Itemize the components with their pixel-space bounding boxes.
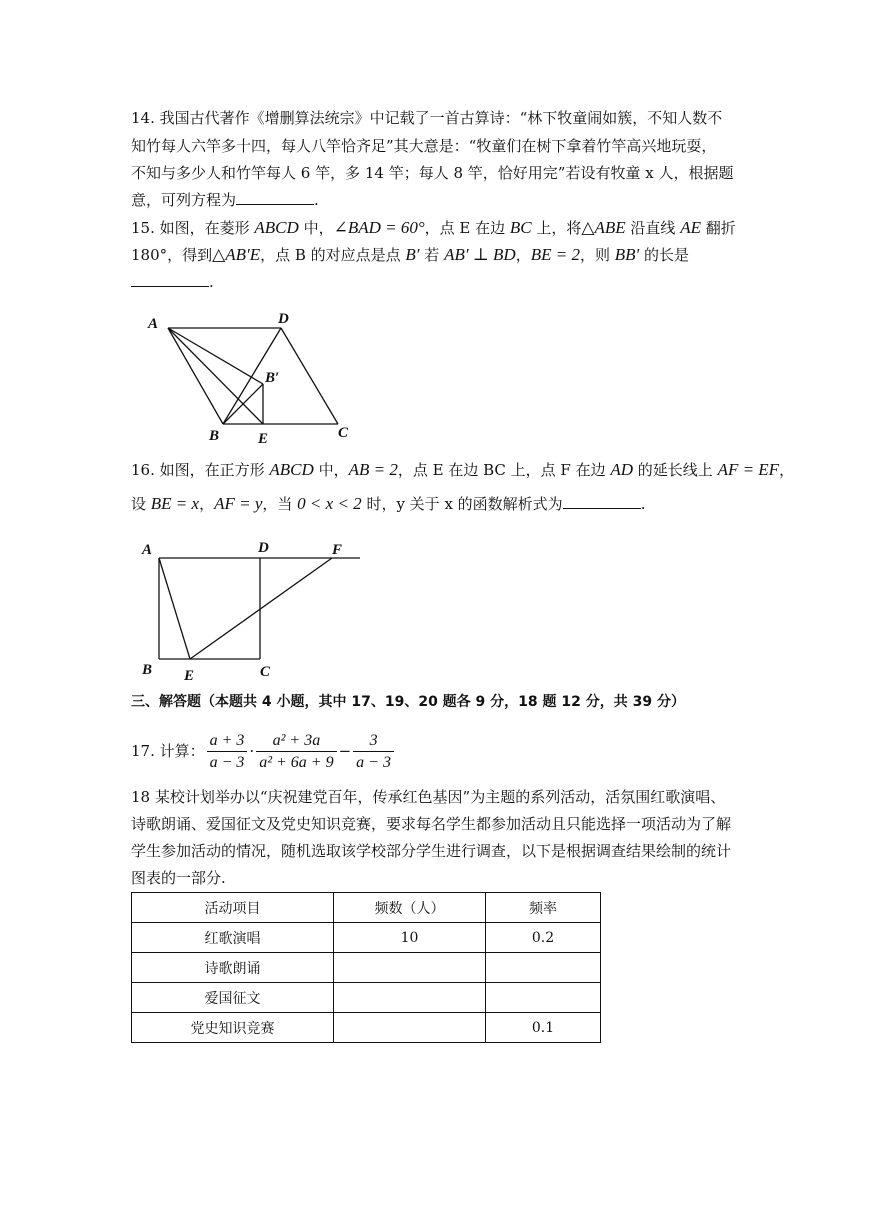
q16-text-b: 中，: [313, 461, 349, 479]
q15-side-bc: BC: [509, 218, 532, 237]
header-frequency-rate: 频率: [486, 893, 601, 923]
q17-f2-numerator: a² + 3a: [256, 730, 336, 752]
q16-range: 0 < x < 2: [297, 494, 362, 513]
cell-rate: 0.1: [486, 1013, 601, 1043]
q17-f3-denominator: a − 3: [356, 753, 391, 771]
q16-period: .: [640, 495, 646, 513]
q17-fraction-1: [207, 730, 248, 773]
label-e: E: [258, 431, 269, 447]
q17-label: 17. 计算：: [131, 742, 205, 760]
label-bp: B′: [265, 370, 280, 386]
cell-activity: 诗歌朗诵: [132, 953, 334, 983]
q16-af-y: AF = y: [214, 494, 263, 513]
q15-period: .: [209, 273, 214, 291]
table-row: [132, 923, 601, 953]
cell-rate: [486, 953, 601, 983]
q14-answer-blank: [236, 190, 314, 205]
q14-period: .: [314, 191, 319, 209]
q15-text-h: ，点 B 的对应点是点: [260, 246, 406, 264]
label-b: B: [142, 662, 153, 678]
q15-line-ae: AE: [680, 218, 701, 237]
q15-rhombus-figure: [140, 302, 370, 448]
q17-f3-numerator: 3: [353, 730, 394, 752]
q14-text: 意，可列方程为: [131, 191, 237, 209]
q18-line-2: 诗歌朗诵、爱国征文及党史知识竞赛，要求每名学生都参加活动且只能选择一项活动为了解: [131, 815, 732, 833]
cell-activity: 党史知识竞赛: [132, 1013, 334, 1043]
q15-point-bp: B′: [405, 245, 420, 264]
q17-fraction-2: [256, 730, 336, 773]
q16-text-c: ，点 E 在边 BC 上，点 F 在边: [397, 461, 611, 479]
q17-f2-denominator: a² + 6a + 9: [259, 753, 334, 771]
label-b: B: [209, 428, 220, 444]
q17-minus: −: [338, 742, 352, 760]
q18-line-3: 学生参加活动的情况，随机选取该学校部分学生进行调查，以下是根据调查结果绘制的统计: [131, 842, 732, 860]
q16-af-ef: AF = EF: [717, 460, 780, 479]
q17-f1-numerator: a + 3: [207, 730, 248, 752]
table-row: [132, 983, 601, 1013]
table-header-row: [132, 893, 601, 923]
q15-text-l: 的长是: [639, 246, 690, 264]
q14-line-3: 不知与多少人和竹竿每人 6 竿，多 14 竿；每人 8 竿，恰好用完”若设有牧童 x 人，根据题: [131, 164, 734, 182]
label-c: C: [338, 425, 349, 441]
q16-answer-blank: [563, 494, 641, 509]
segment-ef: [190, 558, 332, 659]
q16-square-figure: [138, 536, 368, 684]
label-e: E: [184, 668, 195, 684]
q15-text-j: ，: [515, 246, 531, 264]
q16-side-ad: AD: [610, 460, 634, 479]
q15-triangle-abpe: △AB′E: [212, 245, 261, 264]
q16-line-1: [131, 460, 794, 480]
q16-text-g: ，: [199, 495, 215, 513]
table-row: [132, 953, 601, 983]
q18-line-4: 图表的一部分.: [131, 869, 226, 887]
q15-text-d: 上，将: [531, 219, 582, 237]
q15-text-a: 15. 如图，在菱形: [131, 219, 255, 237]
q17-line: [131, 726, 396, 776]
label-c: C: [260, 664, 271, 680]
q16-text-e: ，: [779, 461, 795, 479]
q14-line-4: [131, 190, 319, 210]
q15-text-f: 翻折: [700, 219, 736, 237]
header-activity: 活动项目: [132, 893, 334, 923]
q18-line-1: 18 某校计划举办以“庆祝建党百年，传承红色基因”为主题的系列活动，活氛围红歌演唱、: [131, 788, 726, 806]
q15-text-g: 180°，得到: [131, 246, 213, 264]
q15-angle: ∠BAD = 60°: [333, 218, 425, 237]
q16-line-2: [131, 494, 645, 514]
q15-text-c: ，点 E 在边: [424, 219, 510, 237]
q15-segment-bbp: BB′: [614, 245, 640, 264]
q15-rhombus-name: ABCD: [254, 218, 299, 237]
q14-line-2: 知竹每人六竿多十四，每人八竿恰齐足”其大意是：“牧童们在树下拿着竹竿高兴地玩耍，: [131, 137, 717, 155]
q15-text-e: 沿直线: [625, 219, 681, 237]
q15-line-2: [131, 245, 689, 265]
q16-square-name: ABCD: [269, 460, 314, 479]
cell-count: [334, 1013, 486, 1043]
q15-be-value: BE = 2: [530, 245, 580, 264]
q15-perp-condition: AB′ ⊥ BD: [444, 245, 516, 264]
label-a: A: [142, 542, 153, 558]
q17-fraction-3: [353, 730, 394, 773]
q16-text-a: 16. 如图，在正方形: [131, 461, 270, 479]
q18-statistics-table: [131, 892, 601, 1043]
q17-f1-denominator: a − 3: [209, 753, 245, 771]
q15-triangle-abe: △ABE: [581, 218, 626, 237]
cell-activity: 爱国征文: [132, 983, 334, 1013]
q15-line-3: [131, 272, 214, 292]
label-d: D: [258, 540, 269, 556]
label-a: A: [148, 316, 159, 332]
q16-text-f: 设: [131, 495, 151, 513]
cell-rate: [486, 983, 601, 1013]
label-d: D: [278, 311, 289, 327]
section-3-heading: 三、解答题（本题共 4 小题，其中 17、19、20 题各 9 分，18 题 12 分，共 39 分）: [131, 694, 685, 710]
segment-dc: [281, 328, 338, 424]
segment-ae: [159, 558, 190, 659]
q15-line-1: [131, 218, 736, 238]
label-f: F: [332, 542, 343, 558]
header-frequency-count: 频数（人）: [334, 893, 486, 923]
q14-line-1: 14. 我国古代著作《增删算法统宗》中记载了一首古算诗：“林下牧童闹如簇，不知人数不: [131, 109, 723, 127]
cell-count: [334, 983, 486, 1013]
q15-text-b: 中，: [298, 219, 334, 237]
q15-text-i: 若: [419, 246, 445, 264]
q16-be-x: BE = x: [150, 494, 200, 513]
cell-count: 10: [334, 923, 486, 953]
q16-text-h: ，当: [262, 495, 298, 513]
q15-text-k: ，则: [579, 246, 615, 264]
table-row: [132, 1013, 601, 1043]
q17-dot: ·: [249, 742, 255, 760]
q16-text-i: 时，y 关于 x 的函数解析式为: [361, 495, 563, 513]
cell-count: [334, 953, 486, 983]
q16-ab-value: AB = 2: [348, 460, 398, 479]
cell-activity: 红歌演唱: [132, 923, 334, 953]
q15-answer-blank: [131, 272, 209, 287]
q16-text-d: 的延长线上: [633, 461, 718, 479]
cell-rate: 0.2: [486, 923, 601, 953]
